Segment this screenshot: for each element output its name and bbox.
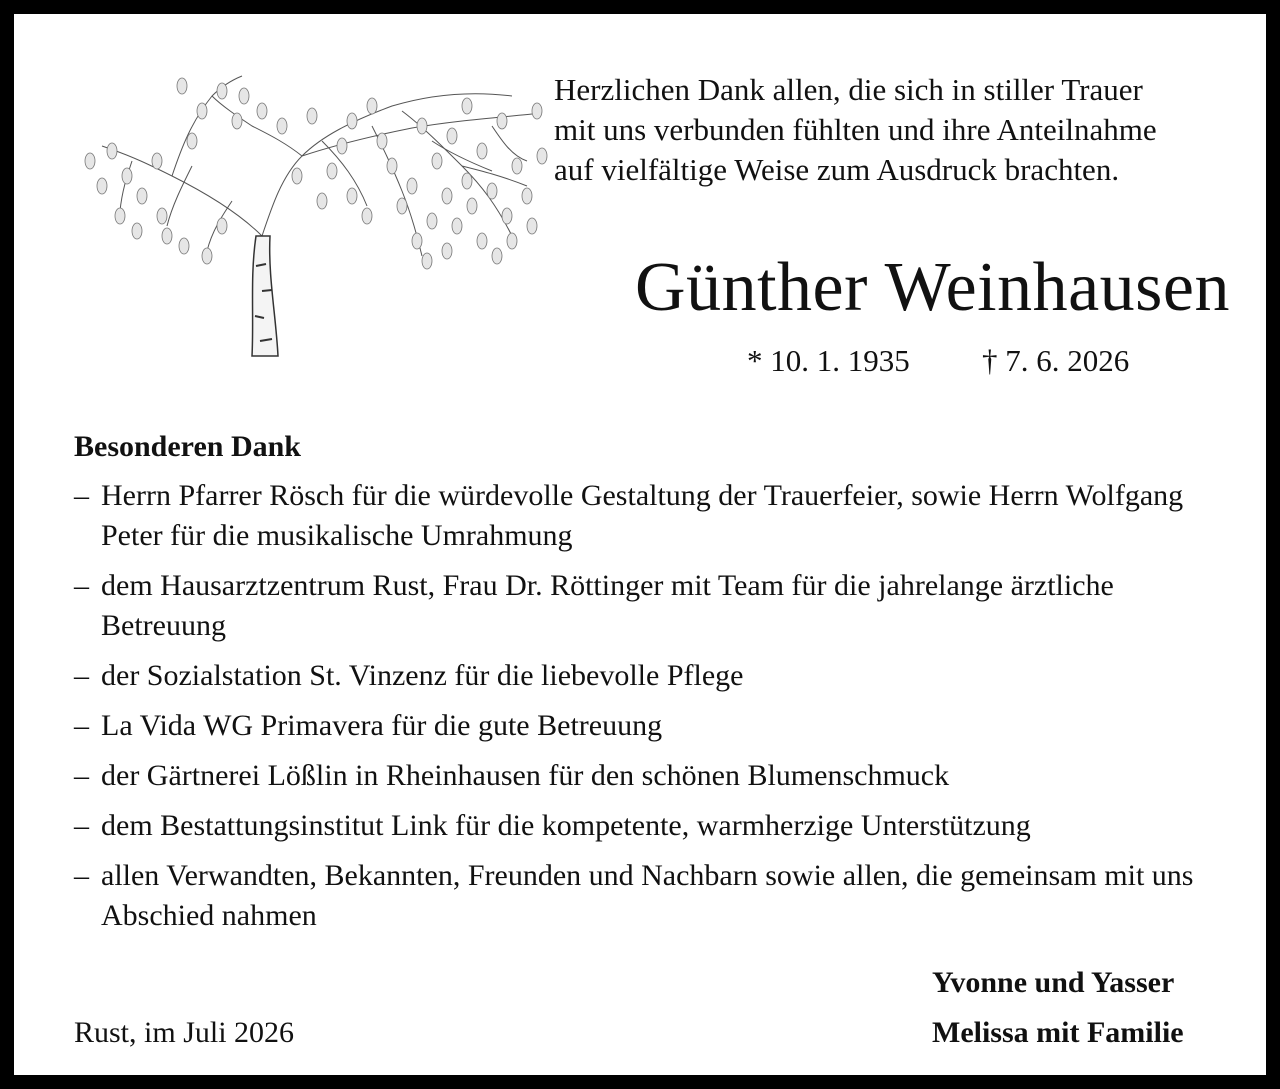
thanks-item xyxy=(74,856,1236,936)
birch-tree-illustration xyxy=(72,66,550,361)
signature-line: Melissa mit Familie xyxy=(932,1016,1184,1049)
intro-text xyxy=(554,70,1236,190)
thanks-item xyxy=(74,656,1236,696)
intro-line: auf vielfältige Weise zum Ausdruck brachten. xyxy=(554,152,1120,187)
thanks-list xyxy=(74,476,1236,946)
intro-line: mit uns verbunden fühlten und ihre Anteilnahme xyxy=(554,112,1157,147)
thanks-item xyxy=(74,706,1236,746)
intro-line: Herzlichen Dank allen, die sich in stiller Trauer xyxy=(554,72,1143,107)
thanks-item xyxy=(74,806,1236,846)
death-date: † 7. 6. 2026 xyxy=(982,343,1130,378)
dash-bullet: – xyxy=(74,569,89,602)
thanks-heading: Besonderen Dank xyxy=(74,430,301,463)
thanks-item xyxy=(74,756,1236,796)
dash-bullet: – xyxy=(74,709,89,742)
dash-bullet: – xyxy=(74,809,89,842)
dash-bullet: – xyxy=(74,859,89,892)
signature-line: Yvonne und Yasser xyxy=(932,966,1175,999)
thanks-item xyxy=(74,476,1236,556)
dash-bullet: – xyxy=(74,479,89,512)
thanks-item-text: La Vida WG Primavera für die gute Betreuung xyxy=(101,709,663,742)
dash-bullet: – xyxy=(74,759,89,792)
birth-date: * 10. 1. 1935 xyxy=(747,343,910,378)
dash-bullet: – xyxy=(74,659,89,692)
thanks-item xyxy=(74,566,1236,646)
place-date: Rust, im Juli 2026 xyxy=(74,1016,295,1049)
thanks-item-text: der Sozialstation St. Vinzenz für die liebevolle Pflege xyxy=(101,659,744,692)
thanks-item-text: der Gärtnerei Lößlin in Rheinhausen für den schönen Blumenschmuck xyxy=(101,759,950,792)
deceased-name: Günther Weinhausen xyxy=(635,249,1230,326)
thanks-item-text: allen Verwandten, Bekannten, Freunden und Nachbarn sowie allen, die gemeinsam mit uns Abschied nahmen xyxy=(101,859,1194,932)
thanks-item-text: dem Bestattungsinstitut Link für die kompetente, warmherzige Unterstützung xyxy=(101,809,1031,842)
thanks-item-text: dem Hausarztzentrum Rust, Frau Dr. Röttinger mit Team für die jahrelange ärztliche Betreuung xyxy=(101,569,1114,642)
thanks-item-text: Herrn Pfarrer Rösch für die würdevolle Gestaltung der Trauerfeier, sowie Herrn Wolfgang Peter für die musikalische Umrahmung xyxy=(101,479,1184,552)
